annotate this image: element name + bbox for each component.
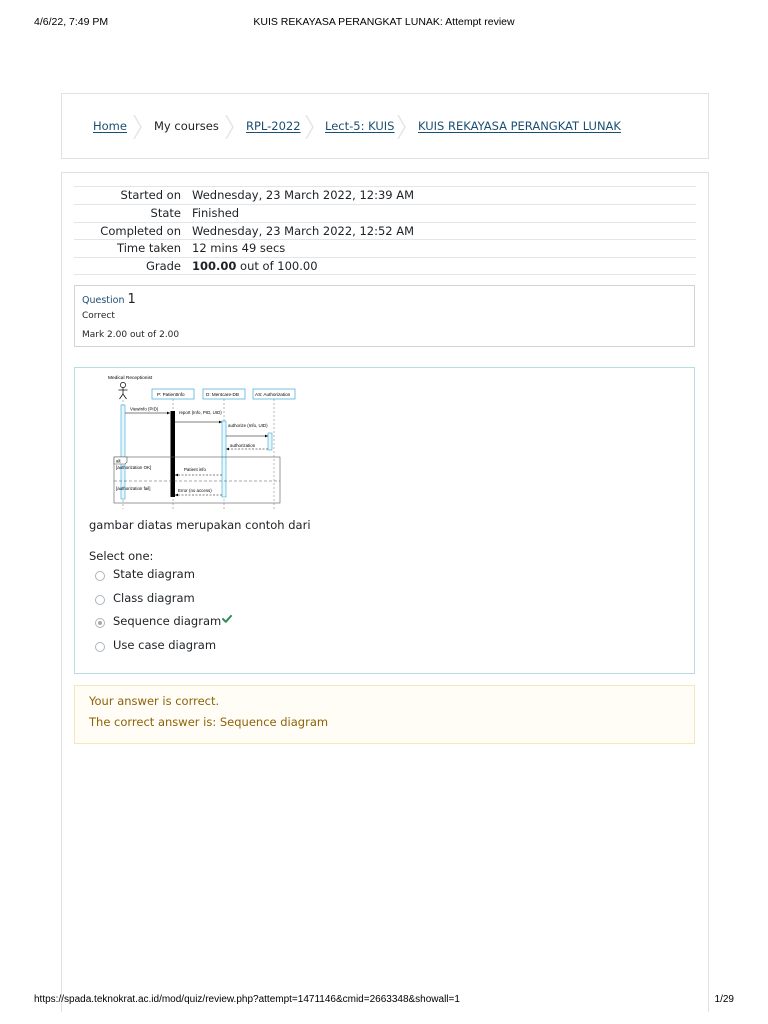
grade-label: Grade (145, 259, 181, 273)
radio-button[interactable] (95, 642, 105, 652)
summary-row-completed (74, 222, 696, 240)
msg-authorization: authorization (230, 443, 256, 448)
summary-row-started (74, 186, 696, 204)
guard-fail: [authorization fail] (116, 486, 151, 491)
answer-option-class-diagram[interactable] (95, 591, 295, 609)
question-text: gambar diatas merupakan contoh dari (89, 518, 311, 532)
answer-option-label: Use case diagram (113, 638, 217, 652)
breadcrumb-separator-icon (305, 115, 315, 139)
breadcrumb-quiz[interactable]: KUIS REKAYASA PERANGKAT LUNAK (418, 119, 621, 133)
answer-option-sequence-diagram[interactable] (95, 614, 295, 632)
lifeline-mentcare-db: D: Mentcare-DB (206, 392, 239, 397)
summary-row-time (74, 239, 696, 257)
msg-authorize: authorize (Info, UID) (228, 423, 268, 428)
print-url: https://spada.teknokrat.ac.id/mod/quiz/review.php?attempt=1471146&cmid=2663348&showall=1 (34, 994, 460, 1005)
feedback-correct: Your answer is correct. (89, 694, 220, 708)
breadcrumb-my-courses: My courses (154, 119, 219, 133)
print-title: KUIS REKAYASA PERANGKAT LUNAK: Attempt review (253, 16, 515, 28)
breadcrumb-separator-icon (225, 115, 235, 139)
diagram-actor-label: Medical Receptionist (108, 376, 153, 381)
msg-report: report (Info, PID, UID) (179, 410, 222, 415)
time-taken-label: Time taken (117, 241, 181, 256)
breadcrumb-course[interactable]: RPL-2022 (246, 119, 301, 133)
question-label: Question (82, 295, 125, 306)
answer-option-label: Sequence diagram (113, 614, 222, 628)
grade-suffix: out of 100.00 (240, 259, 318, 273)
started-value: Wednesday, 23 March 2022, 12:39 AM (192, 188, 415, 202)
sequence-diagram-image (108, 373, 304, 513)
question-state: Correct (82, 311, 115, 321)
print-page-number: 1/29 (714, 994, 734, 1005)
question-number-value: 1 (127, 292, 136, 307)
grade-value-wrap (192, 259, 318, 273)
answer-feedback (74, 685, 695, 744)
state-label: State (150, 205, 181, 220)
question-info (74, 285, 695, 347)
answer-option-label-wrap (113, 614, 232, 628)
time-taken-value: 12 mins 49 secs (192, 241, 286, 256)
msg-viewinfo: ViewInfo (PID) (130, 406, 159, 412)
radio-button[interactable] (95, 571, 105, 581)
completed-label: Completed on (100, 223, 181, 238)
summary-row-state (74, 204, 696, 222)
breadcrumb-separator-icon (133, 115, 143, 139)
alt-frame-label: alt (116, 458, 121, 464)
answer-option-use-case-diagram[interactable] (95, 638, 295, 656)
msg-error: Error (no access) (178, 488, 212, 493)
answer-option-state-diagram[interactable] (95, 567, 295, 585)
grade-value: 100.00 (192, 259, 237, 273)
feedback-correct-answer: The correct answer is: Sequence diagram (89, 715, 329, 729)
attempt-summary-table (74, 186, 696, 275)
radio-button-selected[interactable] (95, 618, 105, 628)
select-one-prompt: Select one: (89, 549, 154, 563)
state-value: Finished (192, 205, 240, 220)
radio-button[interactable] (95, 595, 105, 605)
question-number (82, 292, 136, 307)
breadcrumb (61, 93, 709, 159)
question-mark: Mark 2.00 out of 2.00 (82, 330, 180, 340)
actor-icon (119, 382, 128, 399)
print-date: 4/6/22, 7:49 PM (34, 16, 109, 28)
correct-check-icon (222, 615, 232, 623)
completed-value: Wednesday, 23 March 2022, 12:52 AM (192, 223, 415, 238)
answer-option-label: Class diagram (113, 591, 195, 605)
breadcrumb-section[interactable]: Lect-5: KUIS (325, 119, 395, 133)
guard-ok: [authorization OK] (116, 465, 152, 470)
lifeline-authorization: AS: Authorization (255, 392, 291, 397)
breadcrumb-separator-icon (397, 115, 407, 139)
answer-option-label: State diagram (113, 567, 195, 581)
started-label: Started on (120, 188, 181, 202)
lifeline-patientinfo: P: PatientInfo (157, 392, 185, 397)
summary-row-grade (74, 257, 696, 275)
breadcrumb-home[interactable]: Home (93, 119, 127, 133)
msg-patient-info: Patient info (184, 467, 206, 472)
